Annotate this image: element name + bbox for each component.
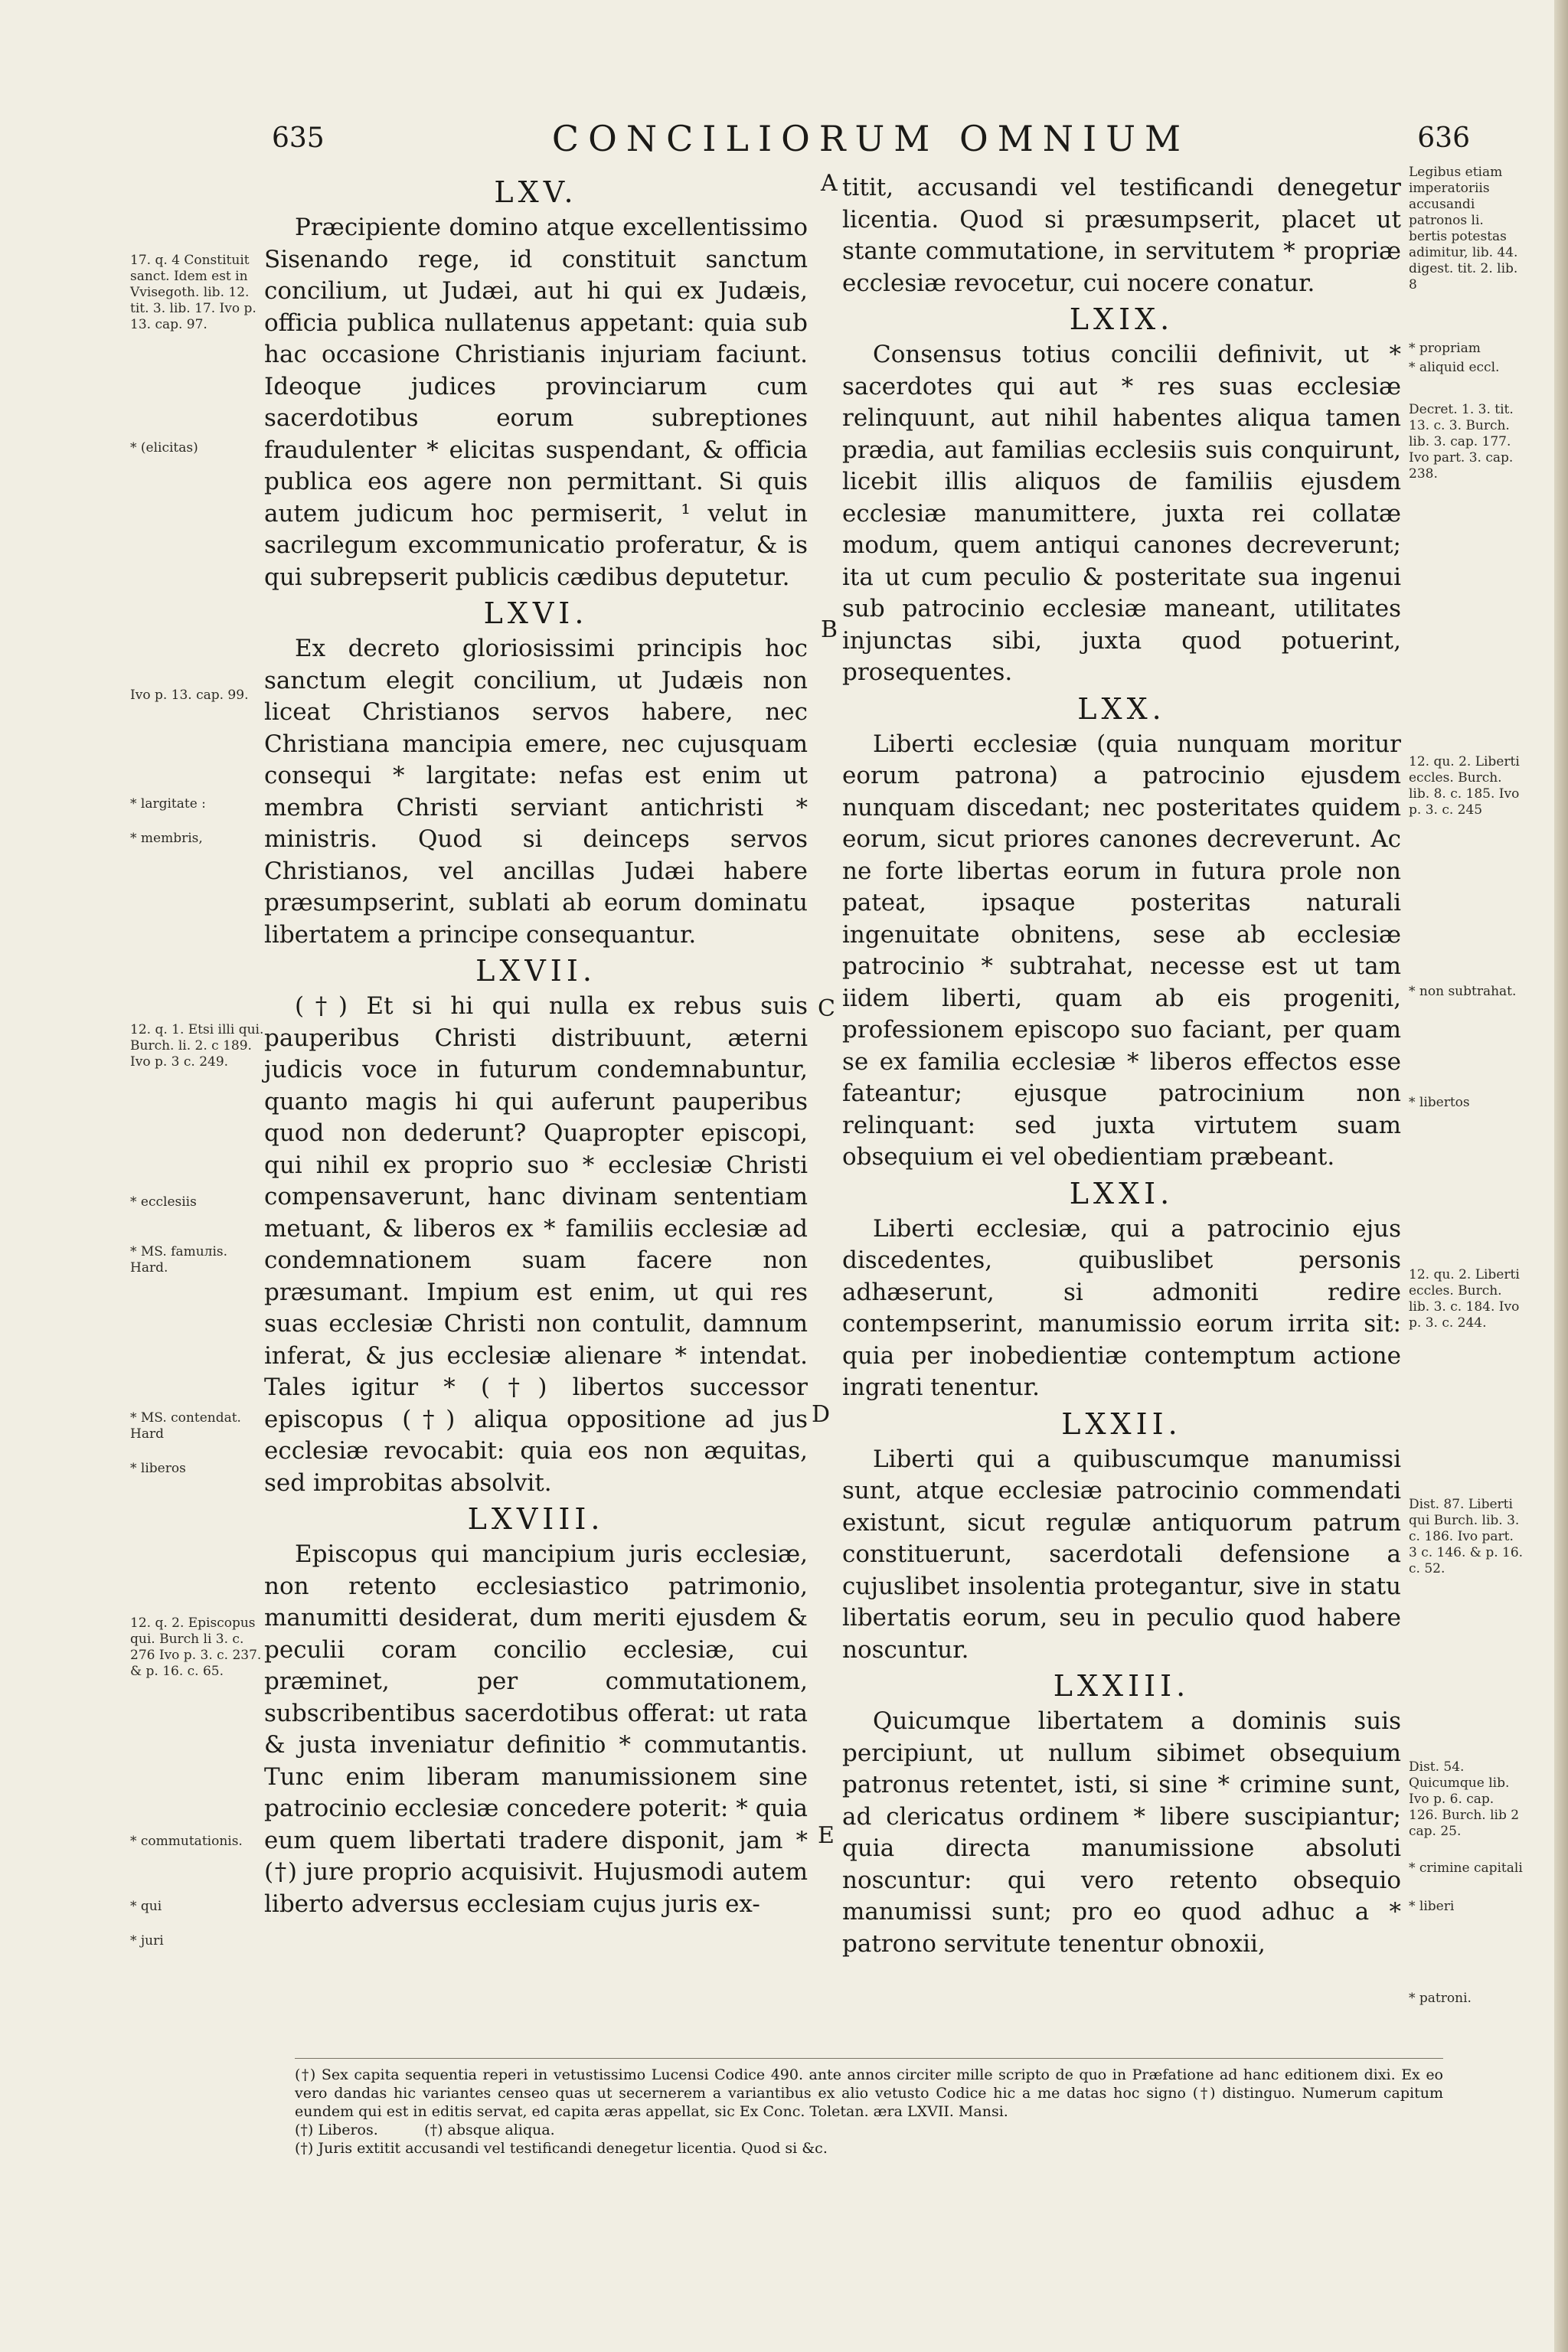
footnote-rule — [295, 2058, 1443, 2059]
side-note: * aliquid eccl. — [1409, 360, 1500, 375]
footnote: (†) Sex capita sequentia reperi in vetustissimo Lucensi Codice 490. ante annos circiter mille scripto de quo in Præfatione ad hanc editionem dixi. Ex eo vero dandas hic variantes censeo quas ut secernerem a variantibus ex alio vetusto Codice hic a me datas hoc signo (†) distinguo. Numerum capitum eundem qui est in editis servat, ed capita æras appellat, sic Ex Conc. Toletan. æra LXVII. Mansi. — [295, 2066, 1443, 2120]
chapter-heading: LXXIII. — [1053, 1669, 1191, 1703]
page-edge — [1554, 0, 1568, 2352]
chapter-text: Ex decreto gloriosissimi principis hoc sanctum elegit concilium, ut Judæis non liceat Christianos servos habere, nec Christiana mancipia emere, nec cujusquam consequi * largitate: nefas est enim ut membra Christi serviant antichristi * ministris. Quod si deinceps servos Christianos, vel ancillas Judæi habere præsumpserint, sublati ab eorum dominatu libertatem a principe consequantur. — [264, 635, 808, 949]
chapter-heading: LXX. — [1077, 691, 1166, 726]
side-note: * ecclesiis — [130, 1194, 197, 1210]
chapter-text: titit, accusandi vel testificandi denegetur licentia. Quod si præsumpserit, placet ut stante commutatione, in servitutem * propriæ ecclesiæ revocetur, cui nocere conatur. — [842, 174, 1401, 297]
side-note: * liberi — [1409, 1899, 1455, 1914]
margin-letter: E — [818, 1822, 835, 1849]
chapter-heading: LXVIII. — [467, 1502, 605, 1536]
side-note: * MS. famuлis. Hard. — [130, 1244, 228, 1276]
side-note: * liberos — [130, 1461, 186, 1476]
page-number-left: 635 — [272, 122, 325, 154]
page-header — [272, 118, 1470, 168]
margin-letter: B — [821, 616, 838, 643]
side-note: * crimine capitali — [1409, 1860, 1523, 1876]
chapter-text: Episcopus qui mancipium juris ecclesiæ, non retento ecclesiastico patrimonio, manumitti desiderat, dum meriti ejusdem & peculii coram concilio ecclesiæ, cui præminet, per commutationem, subscribentibus sacerdotibus offerat: ut rata & justa inveniatur definitio * commutantis. Tunc enim liberam manumissionem sine patrocinio ecclesiæ concedere poterit: * quia eum quem libertati tradere disponit, jam * (†) jure proprio acquisivit. Hujusmodi autem liberto adversus ecclesiam cujus juris ex- — [264, 1540, 808, 1918]
right-column — [842, 172, 1401, 1960]
side-note: 17. q. 4 Constituit sanct. Idem est in Vvisegoth. lib. 12. tit. 3. lib. 17. Ivo p. 13. cap. 97. — [130, 253, 256, 332]
page-number-right: 636 — [1417, 122, 1470, 154]
side-note: Dist. 54. Quicumque lib. Ivo p. 6. cap. 126. Burch. lib 2 cap. 25. — [1409, 1759, 1520, 1839]
margin-letter: A — [821, 170, 838, 197]
side-note: 12. qu. 2. Liberti eccles. Burch. lib. 3. c. 184. Ivo p. 3. c. 244. — [1409, 1267, 1520, 1331]
side-note: 12. q. 1. Etsi illi qui. Burch. li. 2. c 189. Ivo p. 3 c. 249. — [130, 1022, 264, 1070]
footnote: (†) Liberos. (†) absque aliqua. — [295, 2122, 555, 2138]
side-note: * MS. contendat. Hard — [130, 1410, 241, 1442]
chapter-heading: LXIX. — [1069, 302, 1174, 336]
side-note: * non subtrahat. — [1409, 984, 1517, 999]
side-note: * libertos — [1409, 1095, 1470, 1110]
chapter-text: Quicumque libertatem a dominis suis percipiunt, ut nullum sibimet obsequium patronus retentet, isti, si sine * criminе sunt, ad clericatus ordinem * libere suscipiantur; quia directa manumissione absoluti noscuntur: qui vero retento obsequio manumissi sunt; pro eo quod adhuc a * patrono servitute tenentur obnoxii, — [842, 1707, 1401, 1958]
side-note: * patroni. — [1409, 1991, 1472, 2006]
side-note: Decret. 1. 3. tit. 13. c. 3. Burch. lib. 3. cap. 177. Ivo part. 3. cap. 238. — [1409, 402, 1514, 482]
side-note: 12. q. 2. Episcopus qui. Burch li 3. c. 276 Ivo p. 3. c. 237. & p. 16. c. 65. — [130, 1615, 262, 1679]
side-note: 12. qu. 2. Liberti eccles. Burch. lib. 8. c. 185. Ivo p. 3. c. 245 — [1409, 754, 1520, 818]
side-note: Legibus etiam imperatoriis accusandi patronos li. bertis potestas adimitur, lib. 44. digest. tit. 2. lib. 8 — [1409, 165, 1518, 292]
chapter-heading: LXXI. — [1069, 1176, 1174, 1210]
side-note: * membris, — [130, 831, 203, 846]
footnote: (†) Juris extitit accusandi vel testificandi denegetur licentia. Quod si &c. — [295, 2140, 828, 2157]
side-note: * commutationis. — [130, 1834, 243, 1849]
side-note: Dist. 87. Liberti qui Burch. lib. 3. c. 186. Ivo part. 3 c. 146. & p. 16. c. 52. — [1409, 1497, 1524, 1576]
side-note: * juri — [130, 1933, 164, 1949]
chapter-heading: LXVI. — [483, 596, 589, 630]
side-note: * (elicitas) — [130, 440, 198, 456]
footnotes — [295, 2066, 1443, 2158]
side-note: Ivo p. 13. cap. 99. — [130, 688, 249, 703]
chapter-heading: LXVII. — [475, 954, 596, 988]
chapter-heading: LXV. — [494, 175, 578, 209]
chapter-text: Liberti ecclesiæ, qui a patrocinio ejus discedentes, quibuslibet personis adhæserunt, si admoniti redire contempserint, manumissio eorum irrita sit: quia per inobedientiæ contemptum actione ingrati tenentur. — [842, 1214, 1401, 1401]
left-column — [264, 172, 808, 1920]
chapter-text: Liberti qui a quibuscumque manumissi sunt, atque ecclesiæ patrocinio commendati existunt, sicut regulæ antiquorum patrum constituerunt, sacerdotali defensione a cujuslibet insolentia protegantur, sive in statu libertatis eorum, seu in peculio quod habere noscuntur. — [842, 1445, 1401, 1664]
running-title: CONCILIORUM OMNIUM — [551, 118, 1191, 159]
chapter-text: Consensus totius concilii definivit, ut * sacerdotes qui aut * res suas ecclesiæ relinquunt, aut nihil habentes aliqua tamen prædia, aut familias ecclesiis suis conquirunt, licebit illis aliquos de familiis ejusdem ecclesiæ manumittere, juxta rei collatæ modum, quem antiqui canones decreverunt; ita ut cum peculio & posteritate sua ingenui sub patrocinio ecclesiæ maneant, utilitates injunctas sibi, juxta quod potuerint, prosequentes. — [842, 341, 1401, 686]
margin-letter: D — [812, 1401, 831, 1428]
side-note: * largitate : — [130, 796, 206, 812]
chapter-text: (†) Et si hi qui nulla ex rebus suis pauperibus Christi distribuunt, æterni judicis voce in futurum condemnabuntur, quanto magis hi qui auferunt pauperibus quod non dederunt? Quapropter episcopi, qui nihil ex proprio suo * ecclesiæ Christi compensaverunt, hanc divinam sententiam metuant, & liberos ex * familiis ecclesiæ ad condemnationem suam facere non præsumant. Impium est enim, ut qui res suas ecclesiæ Christi non contulit, damnum inferat, & jus ecclesiæ alienare * intendat. Tales igitur * (†) libertos successor episcopus (†) aliqua oppositione ad jus ecclesiæ revocabit: quia eos non æquitas, sed improbitas absolvit. — [264, 992, 808, 1497]
side-note: * propriam — [1409, 341, 1481, 356]
side-note: * qui — [130, 1899, 162, 1914]
chapter-heading: LXXII. — [1061, 1406, 1182, 1441]
chapter-text: Præcipiente domino atque excellentissimo Sisenando rege, id constituit sanctum concilium, ut Judæi, aut hi qui ex Judæis, officia publica nullatenus appetant: quia sub hac occasione Christianis injuriam faciunt. Ideoque judices provinciarum cum sacerdotibus eorum subreptiones fraudulenter * elicitas suspendant, & officia publica eos agere non permittant. Si quis autem judicum hoc permiserit, ¹ velut in sacrilegum excommunicatio proferatur, & is qui subrepserit publicis cædibus deputetur. — [264, 214, 808, 591]
margin-letter: C — [818, 995, 835, 1022]
chapter-text: Liberti ecclesiæ (quia nunquam moritur eorum patrona) a patrocinio ejusdem nunquam discedant; nec posteritates quidem eorum, sicut priores canones decreverunt. Ac ne forte libertas eorum in futura prole non pateat, ipsaque posteritas naturali ingenuitate obnitens, sese ab ecclesiæ patrocinio * subtrahat, necesse est ut tam iidem liberti, quam ab eis progeniti, professionem episcopo suo faciant, per quam se ex familia ecclesiæ * liberos effectos esse fateantur; ejusque patrocinium non relinquant: sed juxta virtutem suam obsequium ei vel obedientiam præbeant. — [842, 730, 1401, 1171]
